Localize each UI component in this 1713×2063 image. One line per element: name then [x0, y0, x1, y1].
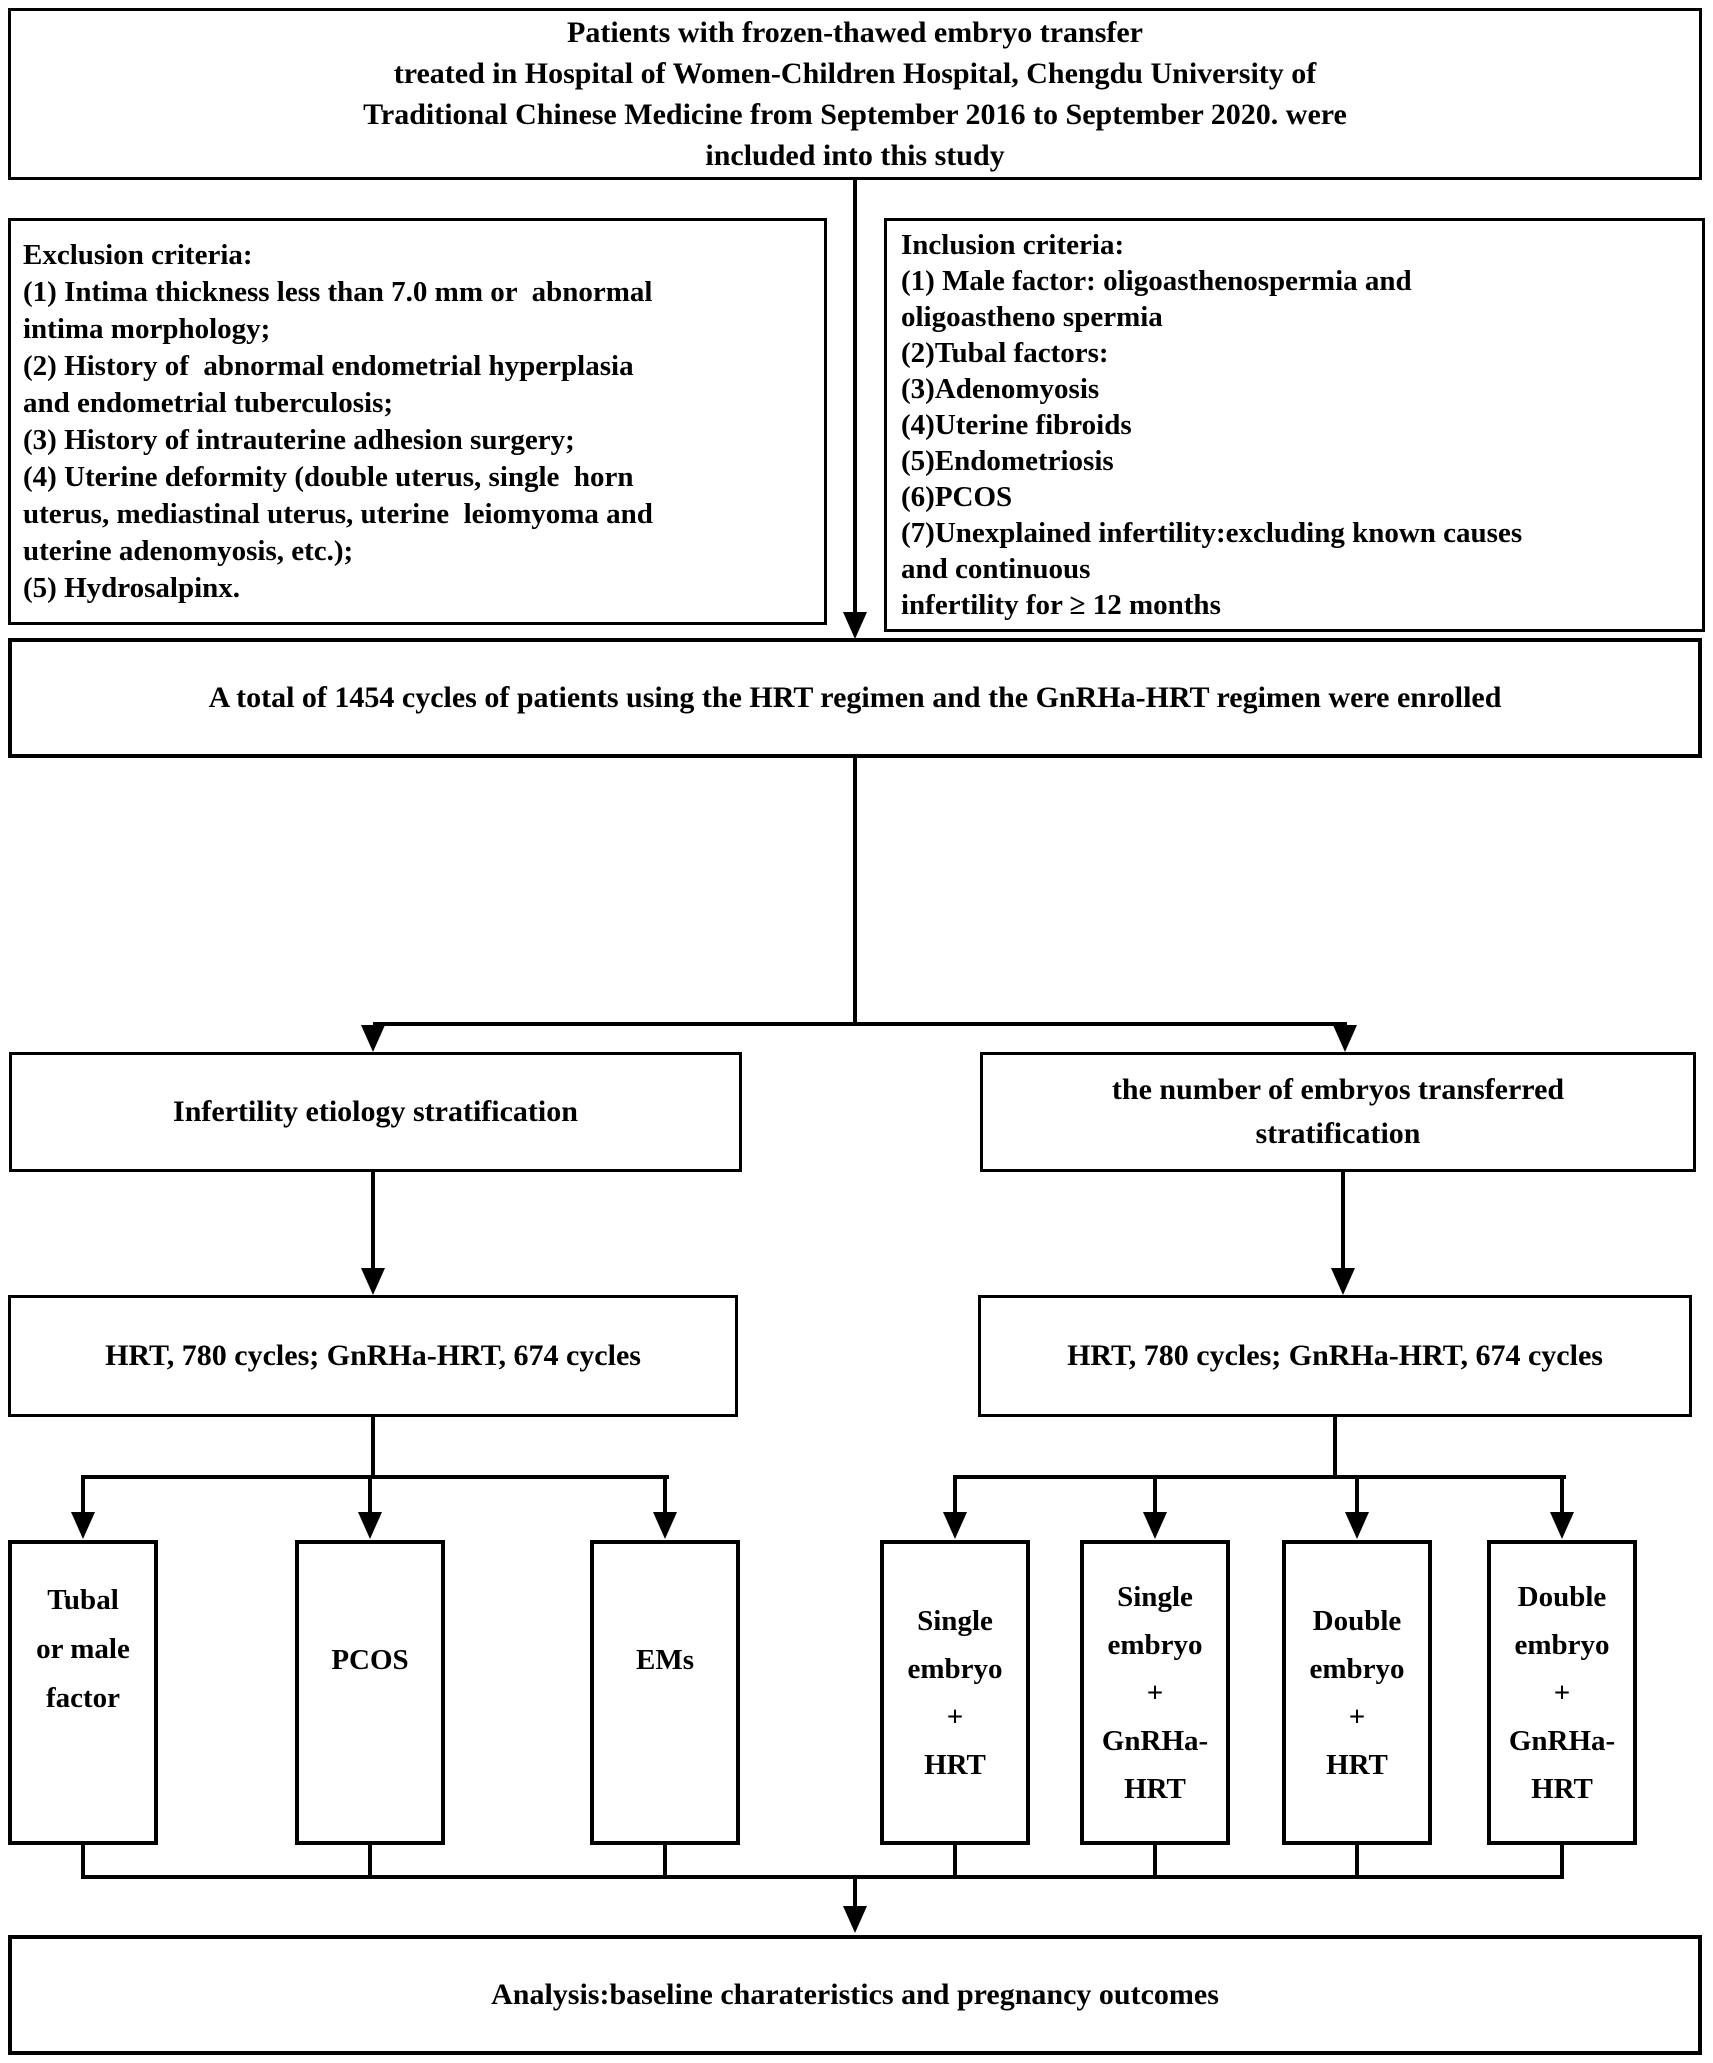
analysis-box	[8, 1935, 1702, 2055]
text-line: the number of embryos transferred	[1111, 1073, 1565, 1106]
text-line: Tubal	[47, 1584, 119, 1616]
text-line: treated in Hospital of Women-Children Hospital, Chengdu University of	[393, 57, 1317, 90]
text-line: (1) Male factor: oligoasthenospermia and	[901, 265, 1412, 297]
text-line: HRT	[1326, 1748, 1388, 1781]
connector-right-cycles-to-split	[1333, 1417, 1337, 1479]
text-line: embryo	[1309, 1652, 1405, 1685]
collector-from-single-hrt	[953, 1845, 957, 1879]
right-stratification-box	[980, 1052, 1696, 1172]
arrowhead-to-enrollment	[843, 612, 867, 639]
arrowhead-to-double-gnrha	[1550, 1512, 1574, 1539]
text-line: included into this study	[705, 139, 1005, 172]
text-line: (6)PCOS	[901, 481, 1013, 513]
connector-to-ems	[663, 1475, 667, 1515]
collector-from-single-gnrha	[1153, 1845, 1157, 1879]
text-line: embryo	[1107, 1628, 1203, 1661]
text-line: EMs	[636, 1644, 694, 1676]
text-line: Double	[1312, 1604, 1402, 1637]
split-line-left-groups	[83, 1475, 669, 1479]
text-line: uterine adenomyosis, etc.);	[23, 534, 354, 567]
text-line: or male	[36, 1633, 130, 1665]
text-line: oligoastheno spermia	[901, 301, 1163, 333]
right-cycles-box	[978, 1295, 1692, 1417]
text-line: HRT	[1124, 1772, 1186, 1805]
text-line: HRT	[1531, 1772, 1593, 1805]
arrowhead-to-single-gnrha	[1143, 1512, 1167, 1539]
arrowhead-to-double-hrt	[1345, 1512, 1369, 1539]
connector-enrollment-to-split	[853, 758, 857, 1024]
arrowhead-to-right-stratification	[1333, 1025, 1357, 1052]
collector-from-tubal	[81, 1845, 85, 1879]
collector-from-double-gnrha	[1560, 1845, 1564, 1879]
arrowhead-to-analysis	[843, 1906, 867, 1933]
connector-to-pcos	[368, 1475, 372, 1515]
text-line: Patients with frozen-thawed embryo transfer	[567, 16, 1143, 49]
text-line: +	[1348, 1700, 1366, 1733]
inclusion-criteria-box	[884, 218, 1705, 632]
arrowhead-to-pcos	[358, 1512, 382, 1539]
group-box-ems	[590, 1540, 740, 1845]
text-line: uterus, mediastinal uterus, uterine leiomyoma and	[23, 497, 653, 530]
text-line: Single	[1117, 1580, 1193, 1613]
connector-title-to-enrollment	[853, 180, 857, 614]
collector-from-double-hrt	[1355, 1845, 1359, 1879]
text-line: +	[946, 1700, 964, 1733]
group-box-pcos	[295, 1540, 445, 1845]
connector-to-single-hrt	[953, 1475, 957, 1515]
text-line: (3) History of intrauterine adhesion surgery;	[23, 423, 575, 456]
text-line: intima morphology;	[23, 312, 271, 345]
text-line: (7)Unexplained infertility:excluding known causes	[901, 517, 1523, 549]
text-line: (2)Tubal factors:	[901, 337, 1109, 369]
collector-from-ems	[663, 1845, 667, 1879]
arrowhead-to-left-cycles	[361, 1268, 385, 1295]
text-line: (4)Uterine fibroids	[901, 409, 1132, 441]
connector-to-single-gnrha	[1153, 1475, 1157, 1515]
text-line: Traditional Chinese Medicine from September 2016 to September 2020. were	[363, 98, 1347, 131]
connector-left-cycles-to-split	[371, 1417, 375, 1479]
text-line: Double	[1517, 1580, 1607, 1613]
text-line: (5)Endometriosis	[901, 445, 1114, 477]
arrowhead-to-left-stratification	[361, 1025, 385, 1052]
text-line: and endometrial tuberculosis;	[23, 386, 394, 419]
text-line: +	[1553, 1676, 1571, 1709]
analysis-text: Analysis:baseline charateristics and pregnancy outcomes	[491, 1978, 1219, 2011]
text-line: infertility for ≥ 12 months	[901, 589, 1221, 621]
text-line: GnRHa-	[1101, 1724, 1209, 1757]
group-box-single-embryo-hrt	[880, 1540, 1030, 1845]
text-line: +	[1146, 1676, 1164, 1709]
split-line-right-groups	[955, 1475, 1566, 1479]
text-line: (5) Hydrosalpinx.	[23, 571, 241, 604]
connector-right-strat-to-cycles	[1341, 1172, 1345, 1269]
text-line: PCOS	[331, 1644, 409, 1676]
text-line: (4) Uterine deformity (double uterus, single horn	[23, 460, 634, 493]
connector-to-double-gnrha	[1560, 1475, 1564, 1515]
collector-from-pcos	[368, 1845, 372, 1879]
arrowhead-to-ems	[653, 1512, 677, 1539]
left-stratification-label: Infertility etiology stratification	[173, 1095, 578, 1128]
text-line: embryo	[907, 1652, 1003, 1685]
connector-to-tubal	[81, 1475, 85, 1515]
text-line: HRT	[924, 1748, 986, 1781]
connector-left-strat-to-cycles	[371, 1172, 375, 1269]
text-line: GnRHa-	[1508, 1724, 1616, 1757]
enrollment-box	[8, 638, 1702, 758]
text-line: Inclusion criteria:	[901, 229, 1125, 261]
text-line: and continuous	[901, 553, 1091, 585]
enrollment-text: A total of 1454 cycles of patients using the HRT regimen and the GnRHa-HRT regimen were enrolled	[208, 681, 1502, 714]
split-line-stratification	[373, 1022, 1347, 1026]
text-line: factor	[45, 1682, 121, 1714]
title-box	[8, 8, 1702, 180]
arrowhead-to-single-hrt	[943, 1512, 967, 1539]
left-cycles-text: HRT, 780 cycles; GnRHa-HRT, 674 cycles	[105, 1339, 641, 1372]
text-line: (3)Adenomyosis	[901, 373, 1100, 405]
group-box-double-embryo-gnrha-hrt	[1487, 1540, 1637, 1845]
text-line: stratification	[1255, 1117, 1421, 1150]
collector-line	[81, 1875, 1564, 1879]
text-line: (1) Intima thickness less than 7.0 mm or abnormal	[23, 275, 653, 308]
text-line: embryo	[1514, 1628, 1610, 1661]
text-line: Exclusion criteria:	[23, 238, 253, 271]
group-box-double-embryo-hrt	[1282, 1540, 1432, 1845]
connector-collector-to-analysis	[853, 1875, 857, 1908]
text-line: (2) History of abnormal endometrial hyperplasia	[23, 349, 634, 382]
text-line: Single	[917, 1604, 993, 1637]
exclusion-criteria-box	[8, 218, 827, 625]
arrowhead-to-right-cycles	[1331, 1268, 1355, 1295]
left-stratification-box	[9, 1052, 742, 1172]
group-box-tubal-or-male-factor	[8, 1540, 158, 1845]
group-box-single-embryo-gnrha-hrt	[1080, 1540, 1230, 1845]
arrowhead-to-tubal	[71, 1512, 95, 1539]
connector-to-double-hrt	[1355, 1475, 1359, 1515]
left-cycles-box	[8, 1295, 738, 1417]
right-cycles-text: HRT, 780 cycles; GnRHa-HRT, 674 cycles	[1067, 1339, 1603, 1372]
